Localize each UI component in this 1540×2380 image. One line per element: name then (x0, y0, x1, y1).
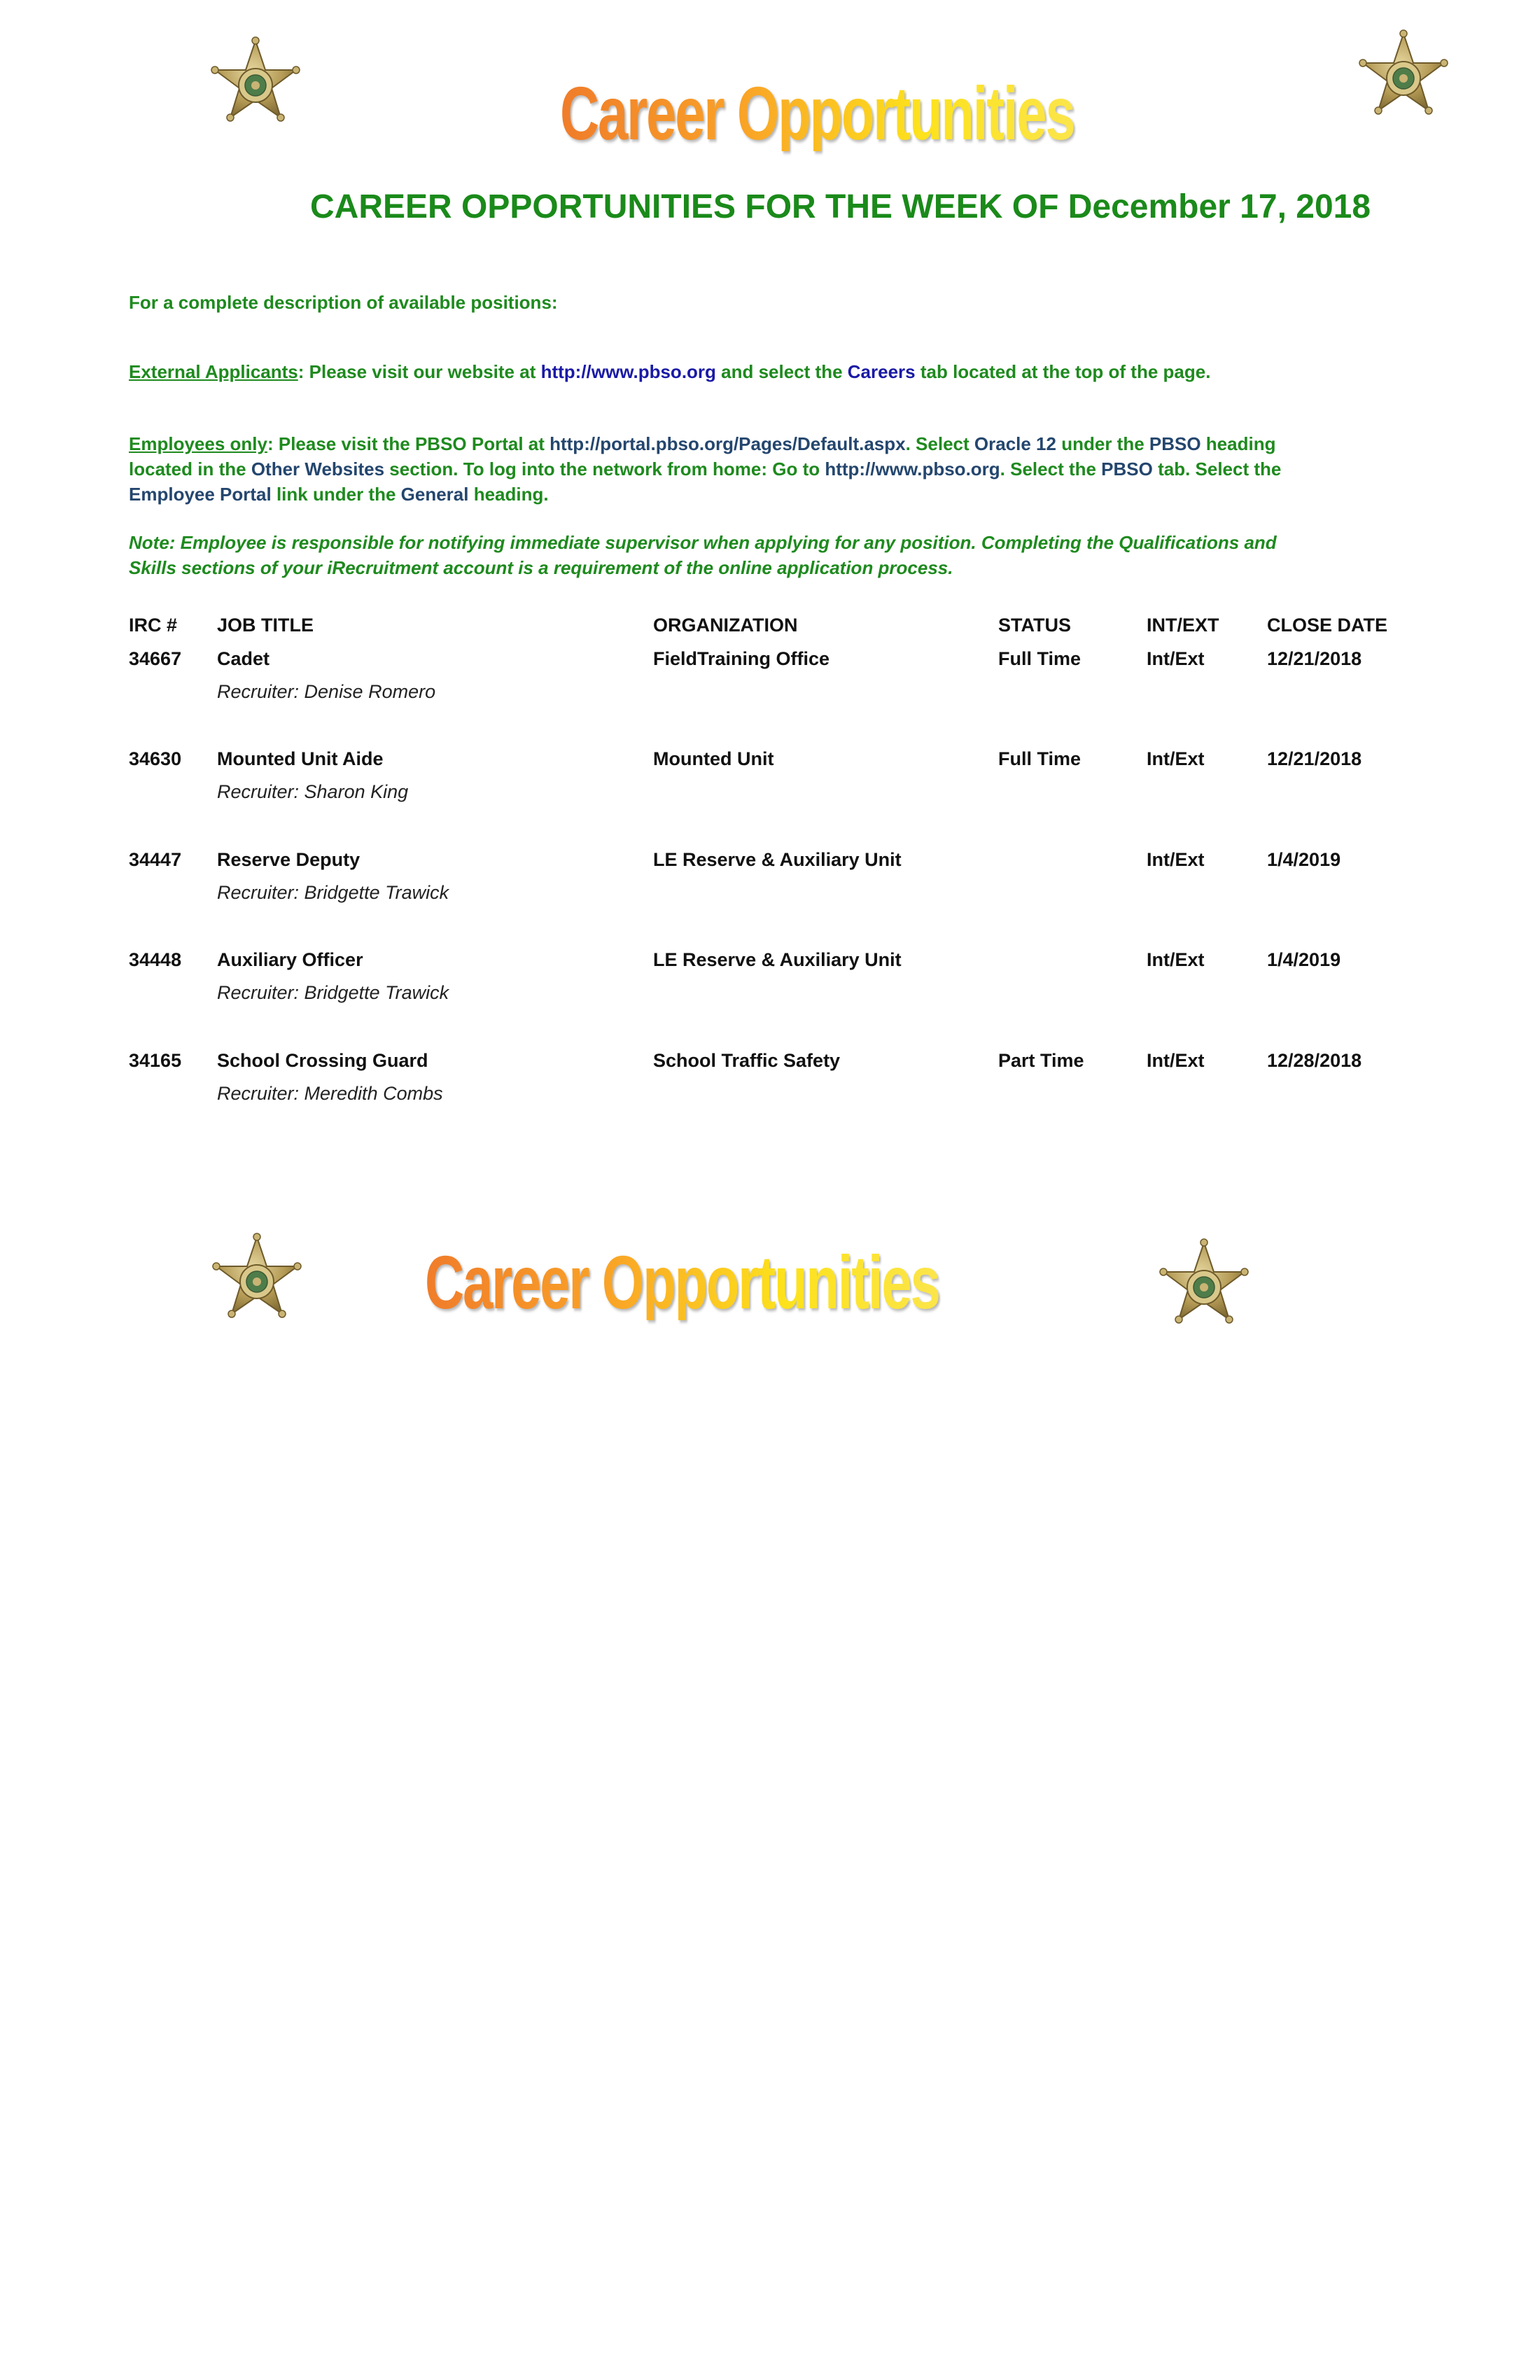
general-text: General (400, 484, 469, 505)
status: Part Time (998, 1050, 1084, 1071)
other-websites-text: Other Websites (251, 458, 385, 479)
close-date: 1/4/2019 (1267, 849, 1341, 870)
irc-number: 34667 (129, 648, 182, 669)
recruiter: Recruiter: Denise Romero (217, 681, 436, 702)
job-title: Cadet (217, 648, 270, 669)
int-ext: Int/Ext (1147, 648, 1205, 669)
organization: FieldTraining Office (653, 648, 830, 669)
close-date: 12/28/2018 (1267, 1050, 1362, 1071)
close-date: 12/21/2018 (1267, 748, 1362, 769)
employees-only-label: Employees only (129, 433, 267, 454)
header-job-title: JOB TITLE (217, 615, 314, 636)
oracle-text: Oracle 12 (974, 433, 1056, 454)
pbso-website-link[interactable]: http://www.pbso.org (540, 361, 716, 382)
int-ext: Int/Ext (1147, 949, 1205, 970)
note-line-1: Note: Employee is responsible for notifying immediate supervisor when applying for any position. Completing the Qualifications and (129, 532, 1277, 553)
header-status: STATUS (998, 615, 1071, 636)
text: link under the (271, 484, 401, 505)
pbso-website-link-2[interactable]: http://www.pbso.org (825, 458, 1000, 479)
irc-number: 34630 (129, 748, 182, 769)
irc-number: 34165 (129, 1050, 182, 1071)
recruiter: Recruiter: Bridgette Trawick (217, 882, 449, 903)
careers-tab-text: Careers (847, 361, 916, 382)
pbso-portal-link[interactable]: http://portal.pbso.org/Pages/Default.aspx (550, 433, 906, 454)
sheriff-star-badge-icon (206, 34, 304, 132)
note-line-2: Skills sections of your iRecruitment account is a requirement of the online application process. (129, 557, 953, 578)
page-title: CAREER OPPORTUNITIES FOR THE WEEK OF December 17, 2018 (310, 188, 1371, 225)
sheriff-star-badge-icon (1354, 27, 1452, 125)
text: section. To log into the network from home: Go to (384, 458, 825, 479)
pbso-tab-text: PBSO (1101, 458, 1153, 479)
text: . Select the (1000, 458, 1102, 479)
header-close-date: CLOSE DATE (1267, 615, 1388, 636)
int-ext: Int/Ext (1147, 849, 1205, 870)
intro-text: For a complete description of available positions: (129, 292, 558, 313)
header-organization: ORGANIZATION (653, 615, 798, 636)
employee-portal-text: Employee Portal (129, 484, 272, 505)
employees-only-line-2 (129, 456, 1281, 482)
organization: School Traffic Safety (653, 1050, 841, 1071)
pbso-text: PBSO (1149, 433, 1201, 454)
job-title: School Crossing Guard (217, 1050, 428, 1071)
close-date: 12/21/2018 (1267, 648, 1362, 669)
int-ext: Int/Ext (1147, 748, 1205, 769)
career-opportunities-banner-bottom: Career Opportunities (425, 1240, 939, 1324)
organization: LE Reserve & Auxiliary Unit (653, 949, 902, 970)
recruiter: Recruiter: Meredith Combs (217, 1083, 443, 1104)
int-ext: Int/Ext (1147, 1050, 1205, 1071)
external-applicants-paragraph (129, 359, 1210, 384)
irc-number: 34447 (129, 849, 182, 870)
job-title: Reserve Deputy (217, 849, 360, 870)
status: Full Time (998, 748, 1082, 769)
text: . Select (905, 433, 974, 454)
close-date: 1/4/2019 (1267, 949, 1341, 970)
note-text (129, 530, 1277, 580)
employees-only-line-1 (129, 431, 1275, 456)
text: heading (1200, 433, 1276, 454)
text: under the (1056, 433, 1149, 454)
sheriff-star-badge-icon (208, 1230, 306, 1328)
irc-number: 34448 (129, 949, 182, 970)
recruiter: Recruiter: Sharon King (217, 781, 409, 802)
job-title: Mounted Unit Aide (217, 748, 384, 769)
text: and select the (715, 361, 848, 382)
status: Full Time (998, 648, 1082, 669)
job-title: Auxiliary Officer (217, 949, 363, 970)
text: : Please visit the PBSO Portal at (267, 433, 550, 454)
recruiter: Recruiter: Bridgette Trawick (217, 982, 449, 1003)
employees-only-line-3 (129, 482, 549, 507)
header-irc: IRC # (129, 615, 178, 636)
text: tab located at the top of the page. (915, 361, 1211, 382)
text: : Please visit our website at (298, 361, 541, 382)
external-applicants-label: External Applicants (129, 361, 298, 382)
sheriff-star-badge-icon (1155, 1236, 1253, 1334)
organization: LE Reserve & Auxiliary Unit (653, 849, 902, 870)
organization: Mounted Unit (653, 748, 774, 769)
career-opportunities-banner: Career Opportunities (560, 71, 1074, 155)
header-int-ext: INT/EXT (1147, 615, 1219, 636)
text: located in the (129, 458, 251, 479)
text: heading. (468, 484, 549, 505)
text: tab. Select the (1152, 458, 1282, 479)
